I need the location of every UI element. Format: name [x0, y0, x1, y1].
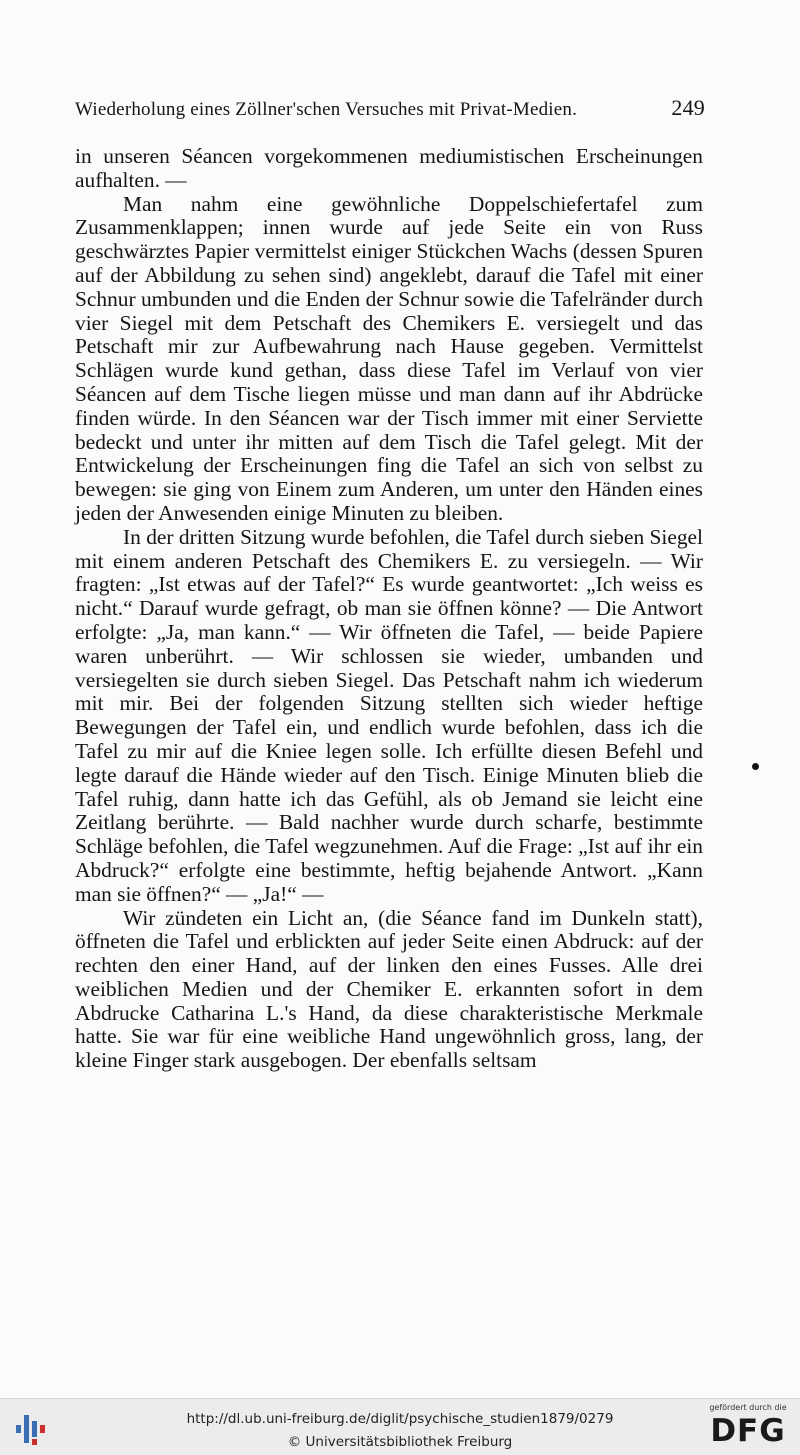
margin-speck — [752, 763, 759, 770]
paragraph-3: In der dritten Sitzung wurde befohlen, die Tafel durch sieben Siegel mit einem anderen Petschaft des Chemikers E. zu versiegeln. — Wir fragten: „Ist etwas auf der Tafel?“ Es wurde geantwortet: „Ich weiss es nicht.“ Darauf wurde gefragt, ob man sie öffnen könne? — Die Antwort erfolgte: „Ja, man kann.“ — Wir öffneten die Tafel, — beide Papiere waren unberührt. — Wir schlossen sie wieder, umbanden und versiegelten sie durch sieben Siegel. Das Petschaft nahm ich wiederum mit mir. Bei der folgenden Sitzung stellten sich wieder heftige Bewegungen der Tafel ein, und endlich wurde befohlen, dass ich die Tafel zu mir auf die Kniee legen solle. Ich erfüllte diesen Befehl und legte darauf die Hände wieder auf den Tisch. Einige Minuten blieb die Tafel ruhig, dann hatte ich das Gefühl, als ob Jemand sie leicht eine Zeitlang berührte. — Bald nachher wurde durch scharfe, bestimmte Schläge befohlen, die Tafel wegzunehmen. Auf die Frage: „Ist auf ihr ein Abdruck?“ erfolgte eine bestimmte, heftig bejahende Antwort. „Kann man sie öffnen?“ — „Ja!“ — — [75, 524, 703, 906]
library-logo-icon — [14, 1409, 54, 1449]
running-header — [75, 95, 705, 121]
paragraph-1: in unseren Séancen vorgekommenen mediumistischen Erscheinungen aufhalten. — — [75, 144, 703, 192]
dfg-caption: gefördert durch die — [709, 1403, 787, 1412]
copyright-notice: © Universitätsbibliothek Freiburg — [287, 1434, 513, 1450]
viewer-footer — [0, 1398, 800, 1455]
source-url[interactable]: http://dl.ub.uni-freiburg.de/diglit/psychische_studien1879/0279 — [186, 1411, 614, 1427]
body-text — [75, 145, 703, 1073]
dfg-logo: DFG — [710, 1413, 786, 1449]
running-title: Wiederholung eines Zöllner'schen Versuches mit Privat-Medien. — [75, 99, 578, 120]
paragraph-2: Man nahm eine gewöhnliche Doppelschiefertafel zum Zusammenklappen; innen wurde auf jede Seite ein von Russ geschwärztes Papier vermittelst einiger Stückchen Wachs (dessen Spuren auf der Abbildung zu sehen sind) angeklebt, darauf die Tafel mit einer Schnur umbunden und die Enden der Schnur sowie die Tafelränder durch vier Siegel mit dem Petschaft des Chemikers E. versiegelt und das Petschaft mir zur Aufbewahrung nach Hause gegeben. Vermittelst Schlägen wurde kund gethan, dass diese Tafel im Verlauf von vier Séancen auf dem Tische liegen müsse und man dann auf ihr Abdrücke finden würde. In den Séancen war der Tisch immer mit einer Serviette bedeckt und unter ihr mitten auf dem Tisch die Tafel gelegt. Mit der Entwickelung der Erscheinungen fing die Tafel an sich von selbst zu bewegen: sie ging von Einem zum Anderen, um unter den Händen eines jeden der Anwesenden einige Minuten zu bleiben. — [75, 191, 703, 525]
page-number: 249 — [671, 95, 705, 120]
paragraph-4: Wir zündeten ein Licht an, (die Séance fand im Dunkeln statt), öffneten die Tafel und erblickten auf jeder Seite einen Abdruck: auf der rechten den einer Hand, auf der linken den eines Fusses. Alle drei weiblichen Medien und der Chemiker E. erkannten sofort in dem Abdrucke Catharina L.'s Hand, da diese charakteristische Merkmale hatte. Sie war für eine weibliche Hand ungewöhnlich gross, lang, der kleine Finger stark ausgebogen. Der ebenfalls seltsam — [75, 905, 703, 1073]
